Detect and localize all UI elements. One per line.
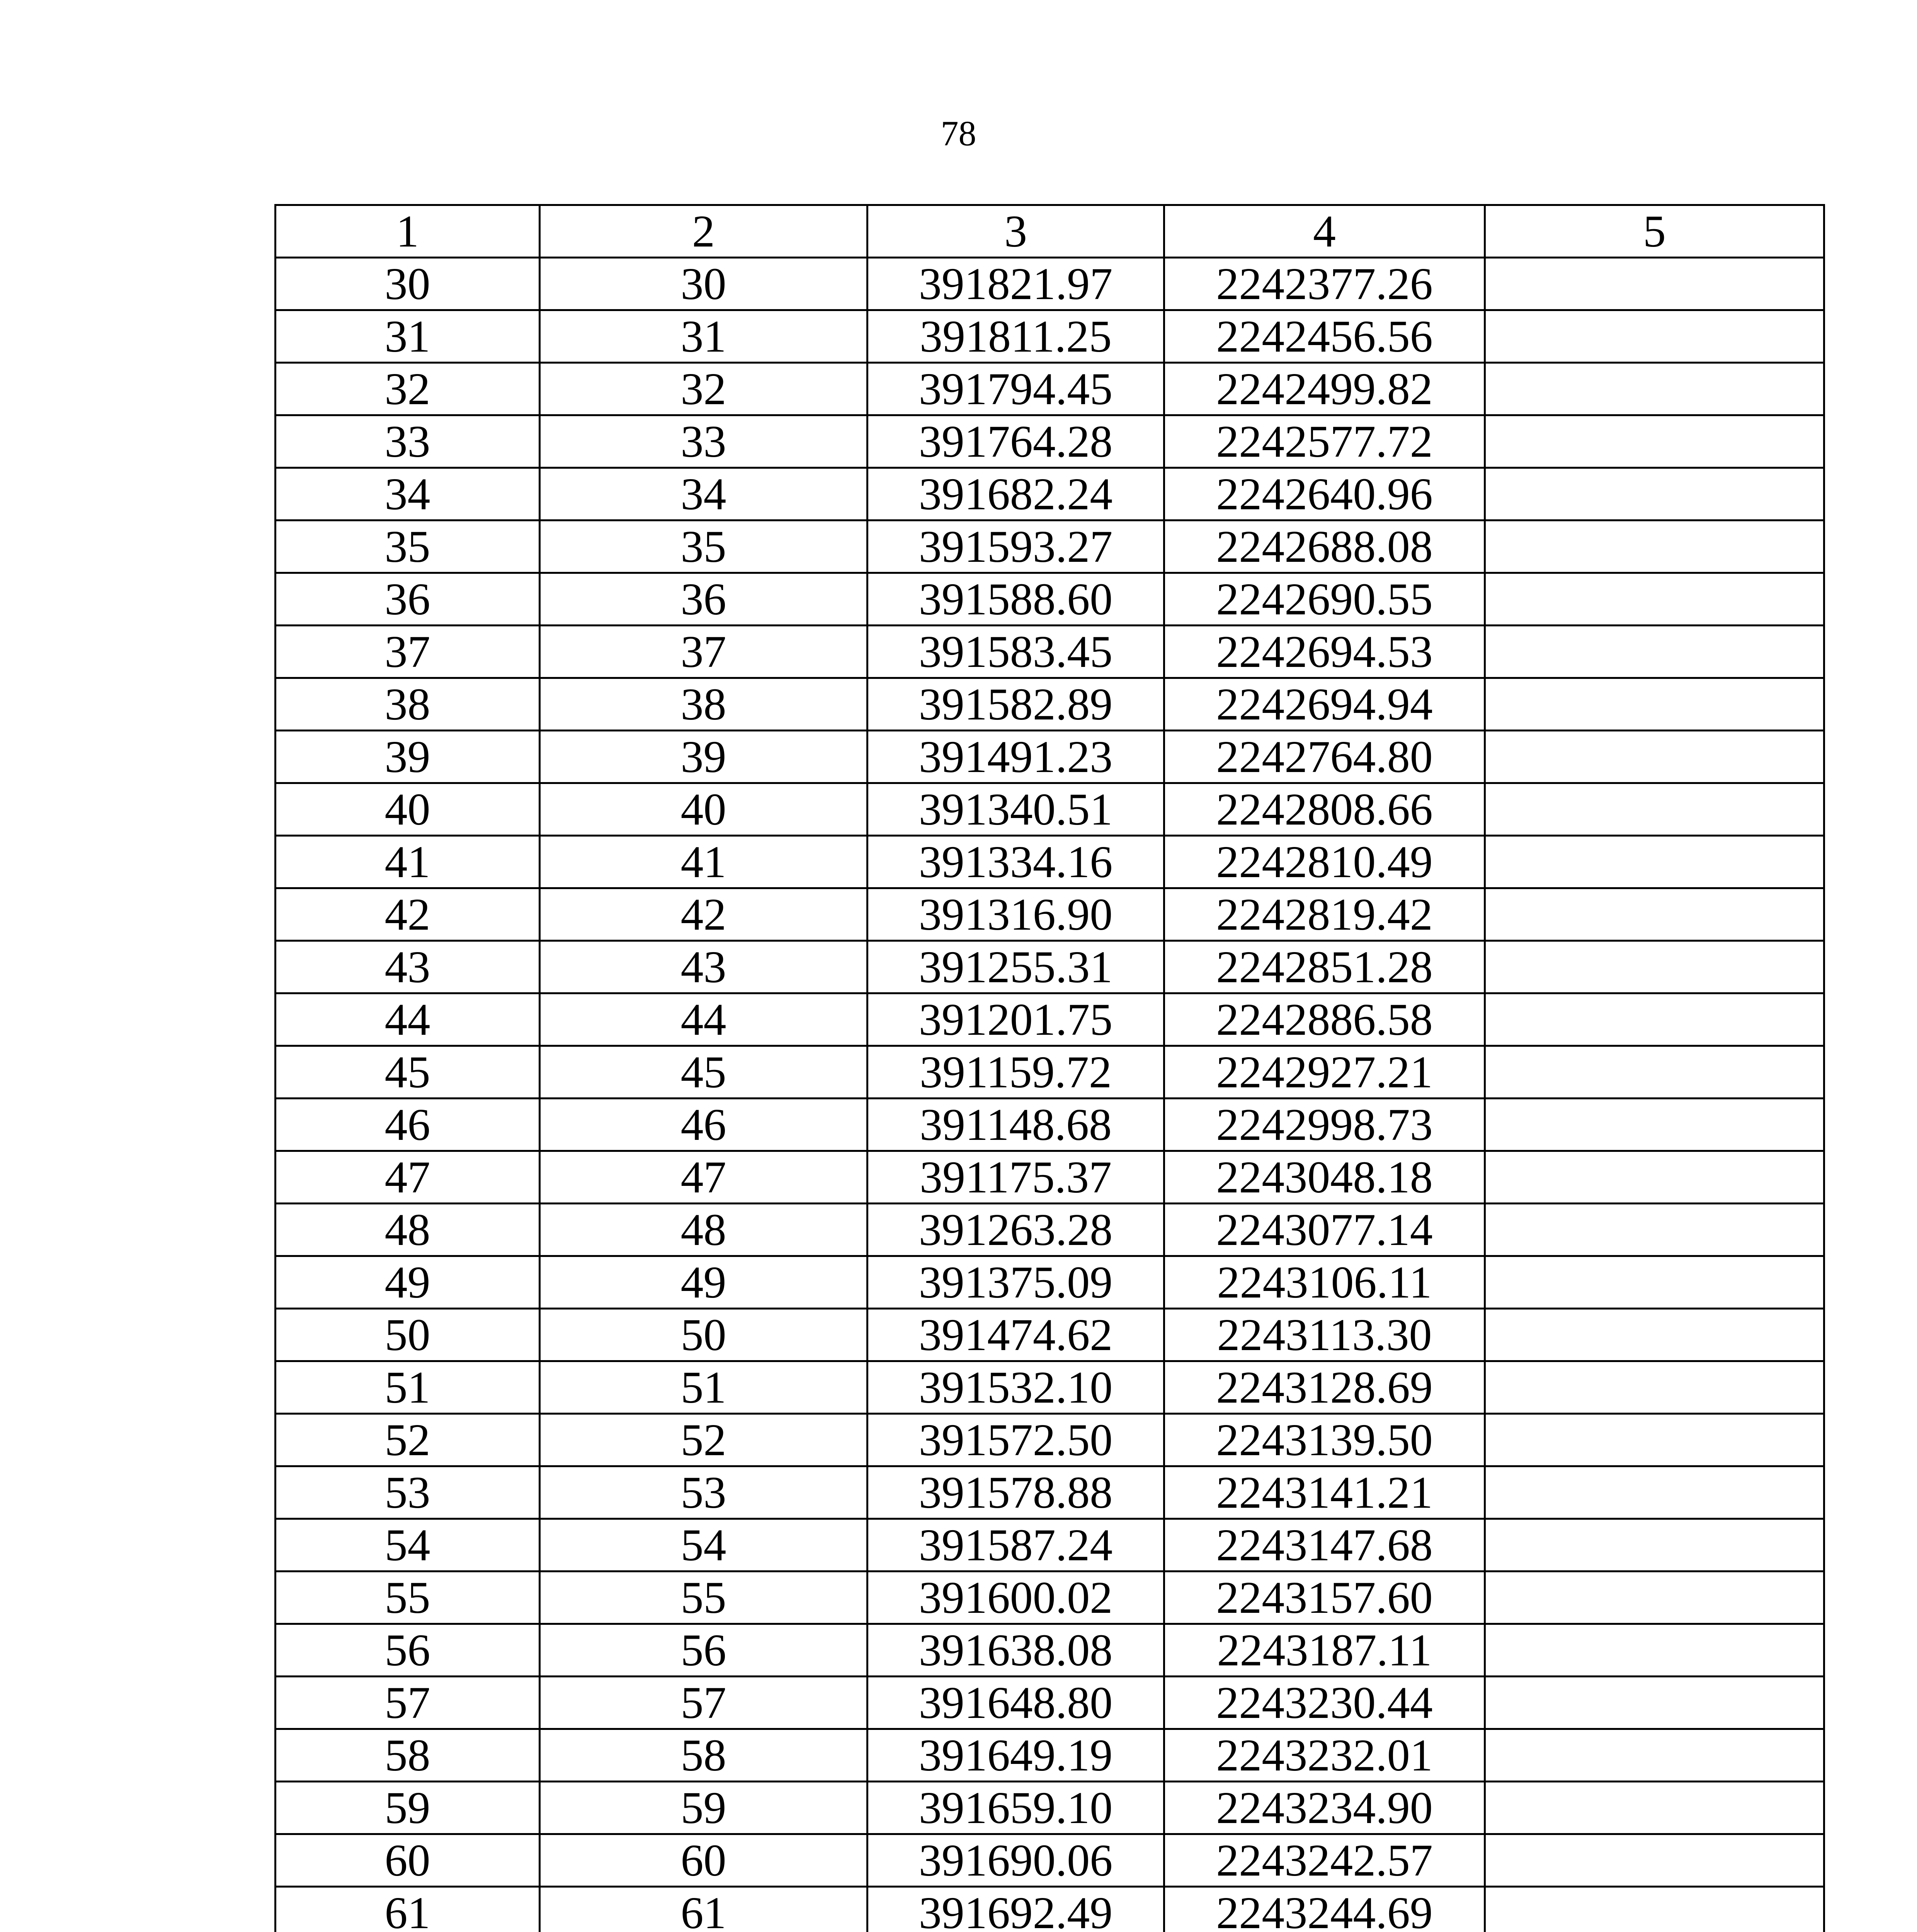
table-cell: 391593.27 bbox=[867, 520, 1164, 573]
table-header-row bbox=[276, 205, 1824, 258]
table-cell: 41 bbox=[540, 836, 867, 888]
table-cell: 2242886.58 bbox=[1164, 993, 1485, 1046]
table-cell: 32 bbox=[276, 363, 540, 415]
table-cell: 52 bbox=[276, 1414, 540, 1466]
table-cell: 35 bbox=[276, 520, 540, 573]
table-cell: 391159.72 bbox=[867, 1046, 1164, 1099]
table-cell bbox=[1485, 941, 1824, 993]
table-cell: 391690.06 bbox=[867, 1834, 1164, 1887]
table-cell: 60 bbox=[540, 1834, 867, 1887]
table-row bbox=[276, 1204, 1824, 1256]
page-number: 78 bbox=[941, 114, 976, 153]
table-cell bbox=[1485, 1519, 1824, 1571]
table-row bbox=[276, 1887, 1824, 1932]
table-cell: 2242808.66 bbox=[1164, 783, 1485, 836]
header-cell: 5 bbox=[1485, 205, 1824, 258]
table-cell: 30 bbox=[540, 258, 867, 310]
table-cell: 2243113.30 bbox=[1164, 1309, 1485, 1361]
table-cell: 40 bbox=[540, 783, 867, 836]
table-cell: 33 bbox=[540, 415, 867, 468]
table-cell: 36 bbox=[540, 573, 867, 626]
table-row bbox=[276, 310, 1824, 363]
table-row bbox=[276, 993, 1824, 1046]
table-cell bbox=[1485, 363, 1824, 415]
table-row bbox=[276, 573, 1824, 626]
table-cell: 2242688.08 bbox=[1164, 520, 1485, 573]
table-cell: 30 bbox=[276, 258, 540, 310]
table-cell: 46 bbox=[276, 1099, 540, 1151]
table-cell bbox=[1485, 1099, 1824, 1151]
table-cell: 37 bbox=[276, 626, 540, 678]
table-cell: 2242499.82 bbox=[1164, 363, 1485, 415]
table-cell: 56 bbox=[540, 1624, 867, 1677]
table-cell: 33 bbox=[276, 415, 540, 468]
table-cell: 391263.28 bbox=[867, 1204, 1164, 1256]
table-cell bbox=[1485, 1782, 1824, 1834]
table-cell: 2243139.50 bbox=[1164, 1414, 1485, 1466]
table-row bbox=[276, 1309, 1824, 1361]
table-cell: 391692.49 bbox=[867, 1887, 1164, 1932]
table-cell: 2242694.94 bbox=[1164, 678, 1485, 731]
table-cell: 2242851.28 bbox=[1164, 941, 1485, 993]
table-cell: 2242819.42 bbox=[1164, 888, 1485, 941]
header-cell: 4 bbox=[1164, 205, 1485, 258]
table-cell: 391532.10 bbox=[867, 1361, 1164, 1414]
table-cell: 391255.31 bbox=[867, 941, 1164, 993]
table-cell: 391794.45 bbox=[867, 363, 1164, 415]
table-cell: 61 bbox=[276, 1887, 540, 1932]
table-row bbox=[276, 1677, 1824, 1729]
table-cell: 61 bbox=[540, 1887, 867, 1932]
table-cell: 45 bbox=[276, 1046, 540, 1099]
table-cell: 39 bbox=[276, 731, 540, 783]
table-cell: 391638.08 bbox=[867, 1624, 1164, 1677]
table-cell: 32 bbox=[540, 363, 867, 415]
table-cell: 391572.50 bbox=[867, 1414, 1164, 1466]
table-cell bbox=[1485, 678, 1824, 731]
table-cell: 391587.24 bbox=[867, 1519, 1164, 1571]
table-cell: 391578.88 bbox=[867, 1466, 1164, 1519]
table-cell: 43 bbox=[540, 941, 867, 993]
table-cell: 391588.60 bbox=[867, 573, 1164, 626]
table-row bbox=[276, 520, 1824, 573]
table-row bbox=[276, 1151, 1824, 1204]
table-row bbox=[276, 626, 1824, 678]
table-cell bbox=[1485, 258, 1824, 310]
table-cell: 55 bbox=[540, 1571, 867, 1624]
header-cell: 3 bbox=[867, 205, 1164, 258]
table-cell: 391340.51 bbox=[867, 783, 1164, 836]
table-cell: 391821.97 bbox=[867, 258, 1164, 310]
table-cell: 2242694.53 bbox=[1164, 626, 1485, 678]
table-cell: 391659.10 bbox=[867, 1782, 1164, 1834]
table-row bbox=[276, 1046, 1824, 1099]
table-cell: 38 bbox=[276, 678, 540, 731]
table-cell: 38 bbox=[540, 678, 867, 731]
table-cell: 391811.25 bbox=[867, 310, 1164, 363]
table-row bbox=[276, 468, 1824, 520]
table-cell: 391148.68 bbox=[867, 1099, 1164, 1151]
table-row bbox=[276, 415, 1824, 468]
table-cell: 2243232.01 bbox=[1164, 1729, 1485, 1782]
table-cell: 391175.37 bbox=[867, 1151, 1164, 1204]
table-cell: 391334.16 bbox=[867, 836, 1164, 888]
table-cell: 56 bbox=[276, 1624, 540, 1677]
table-cell: 47 bbox=[540, 1151, 867, 1204]
table-cell: 44 bbox=[540, 993, 867, 1046]
table-cell: 2243242.57 bbox=[1164, 1834, 1485, 1887]
table-row bbox=[276, 258, 1824, 310]
table-cell: 46 bbox=[540, 1099, 867, 1151]
table-cell: 47 bbox=[276, 1151, 540, 1204]
table-cell: 391316.90 bbox=[867, 888, 1164, 941]
table-row bbox=[276, 1099, 1824, 1151]
table-cell bbox=[1485, 573, 1824, 626]
table-cell: 391474.62 bbox=[867, 1309, 1164, 1361]
table-cell: 391201.75 bbox=[867, 993, 1164, 1046]
table-cell bbox=[1485, 1204, 1824, 1256]
table-row bbox=[276, 888, 1824, 941]
table-cell: 54 bbox=[276, 1519, 540, 1571]
table-cell: 57 bbox=[276, 1677, 540, 1729]
table-cell bbox=[1485, 468, 1824, 520]
table-cell bbox=[1485, 310, 1824, 363]
table-cell: 44 bbox=[276, 993, 540, 1046]
table-row bbox=[276, 1414, 1824, 1466]
table-cell: 57 bbox=[540, 1677, 867, 1729]
table-cell: 2243147.68 bbox=[1164, 1519, 1485, 1571]
table-cell bbox=[1485, 888, 1824, 941]
table-cell bbox=[1485, 836, 1824, 888]
table-cell: 40 bbox=[276, 783, 540, 836]
table-cell: 31 bbox=[540, 310, 867, 363]
table-cell: 50 bbox=[276, 1309, 540, 1361]
table-cell: 52 bbox=[540, 1414, 867, 1466]
table-cell: 43 bbox=[276, 941, 540, 993]
table-row bbox=[276, 1361, 1824, 1414]
header-cell: 2 bbox=[540, 205, 867, 258]
table-cell: 42 bbox=[540, 888, 867, 941]
table-cell bbox=[1485, 731, 1824, 783]
table-cell: 35 bbox=[540, 520, 867, 573]
table-cell bbox=[1485, 520, 1824, 573]
table-cell: 391582.89 bbox=[867, 678, 1164, 731]
table-cell: 2242690.55 bbox=[1164, 573, 1485, 626]
table-cell bbox=[1485, 993, 1824, 1046]
table-cell: 51 bbox=[540, 1361, 867, 1414]
table-row bbox=[276, 1834, 1824, 1887]
table-cell: 2243077.14 bbox=[1164, 1204, 1485, 1256]
table-cell: 391600.02 bbox=[867, 1571, 1164, 1624]
table-row bbox=[276, 941, 1824, 993]
table-cell: 2243048.18 bbox=[1164, 1151, 1485, 1204]
table-cell: 39 bbox=[540, 731, 867, 783]
table-cell: 49 bbox=[540, 1256, 867, 1309]
table-cell bbox=[1485, 1256, 1824, 1309]
table-cell bbox=[1485, 1887, 1824, 1932]
table-cell bbox=[1485, 1624, 1824, 1677]
table-cell: 2243157.60 bbox=[1164, 1571, 1485, 1624]
table-cell bbox=[1485, 1309, 1824, 1361]
table-cell: 2242927.21 bbox=[1164, 1046, 1485, 1099]
table-cell: 2243187.11 bbox=[1164, 1624, 1485, 1677]
table-cell: 34 bbox=[276, 468, 540, 520]
table-row bbox=[276, 836, 1824, 888]
table-cell: 391764.28 bbox=[867, 415, 1164, 468]
table-row bbox=[276, 363, 1824, 415]
table-cell bbox=[1485, 626, 1824, 678]
table-cell: 49 bbox=[276, 1256, 540, 1309]
table-cell: 2243106.11 bbox=[1164, 1256, 1485, 1309]
table-cell: 58 bbox=[276, 1729, 540, 1782]
table-cell bbox=[1485, 1414, 1824, 1466]
table-cell bbox=[1485, 1466, 1824, 1519]
table-cell bbox=[1485, 415, 1824, 468]
table-row bbox=[276, 1782, 1824, 1834]
table-cell bbox=[1485, 1046, 1824, 1099]
table-cell: 51 bbox=[276, 1361, 540, 1414]
table-cell: 34 bbox=[540, 468, 867, 520]
table-cell: 50 bbox=[540, 1309, 867, 1361]
table-body bbox=[276, 205, 1824, 1932]
table-cell: 42 bbox=[276, 888, 540, 941]
table-row bbox=[276, 1519, 1824, 1571]
table-cell bbox=[1485, 783, 1824, 836]
table-cell: 391375.09 bbox=[867, 1256, 1164, 1309]
table-cell: 58 bbox=[540, 1729, 867, 1782]
table-cell: 2242810.49 bbox=[1164, 836, 1485, 888]
table-row bbox=[276, 731, 1824, 783]
table-cell: 55 bbox=[276, 1571, 540, 1624]
table-cell: 391649.19 bbox=[867, 1729, 1164, 1782]
table-row bbox=[276, 678, 1824, 731]
table-row bbox=[276, 1624, 1824, 1677]
table-cell bbox=[1485, 1151, 1824, 1204]
table-cell: 54 bbox=[540, 1519, 867, 1571]
table-cell: 48 bbox=[540, 1204, 867, 1256]
table-cell: 37 bbox=[540, 626, 867, 678]
coordinates-table bbox=[274, 204, 1825, 1932]
table-cell: 391682.24 bbox=[867, 468, 1164, 520]
table-cell: 48 bbox=[276, 1204, 540, 1256]
table-cell: 53 bbox=[540, 1466, 867, 1519]
header-cell: 1 bbox=[276, 205, 540, 258]
table-cell: 41 bbox=[276, 836, 540, 888]
table-cell: 2242640.96 bbox=[1164, 468, 1485, 520]
table-row bbox=[276, 1571, 1824, 1624]
table-cell: 31 bbox=[276, 310, 540, 363]
table-cell: 59 bbox=[276, 1782, 540, 1834]
table-cell: 2242998.73 bbox=[1164, 1099, 1485, 1151]
table-cell bbox=[1485, 1729, 1824, 1782]
table-cell: 391583.45 bbox=[867, 626, 1164, 678]
table-cell: 2242577.72 bbox=[1164, 415, 1485, 468]
table-cell: 2242377.26 bbox=[1164, 258, 1485, 310]
table-cell: 2243244.69 bbox=[1164, 1887, 1485, 1932]
table-cell: 2242456.56 bbox=[1164, 310, 1485, 363]
table-row bbox=[276, 1466, 1824, 1519]
table-cell: 2242764.80 bbox=[1164, 731, 1485, 783]
table-cell: 59 bbox=[540, 1782, 867, 1834]
table-cell: 391648.80 bbox=[867, 1677, 1164, 1729]
table-row bbox=[276, 1256, 1824, 1309]
table-cell bbox=[1485, 1361, 1824, 1414]
table-cell bbox=[1485, 1677, 1824, 1729]
table-cell: 60 bbox=[276, 1834, 540, 1887]
table-cell bbox=[1485, 1834, 1824, 1887]
table-cell: 45 bbox=[540, 1046, 867, 1099]
table-cell: 36 bbox=[276, 573, 540, 626]
table-cell: 53 bbox=[276, 1466, 540, 1519]
table-cell bbox=[1485, 1571, 1824, 1624]
table-row bbox=[276, 1729, 1824, 1782]
table-cell: 2243141.21 bbox=[1164, 1466, 1485, 1519]
table-cell: 2243230.44 bbox=[1164, 1677, 1485, 1729]
table-row bbox=[276, 783, 1824, 836]
table-cell: 391491.23 bbox=[867, 731, 1164, 783]
table-cell: 2243128.69 bbox=[1164, 1361, 1485, 1414]
table-cell: 2243234.90 bbox=[1164, 1782, 1485, 1834]
